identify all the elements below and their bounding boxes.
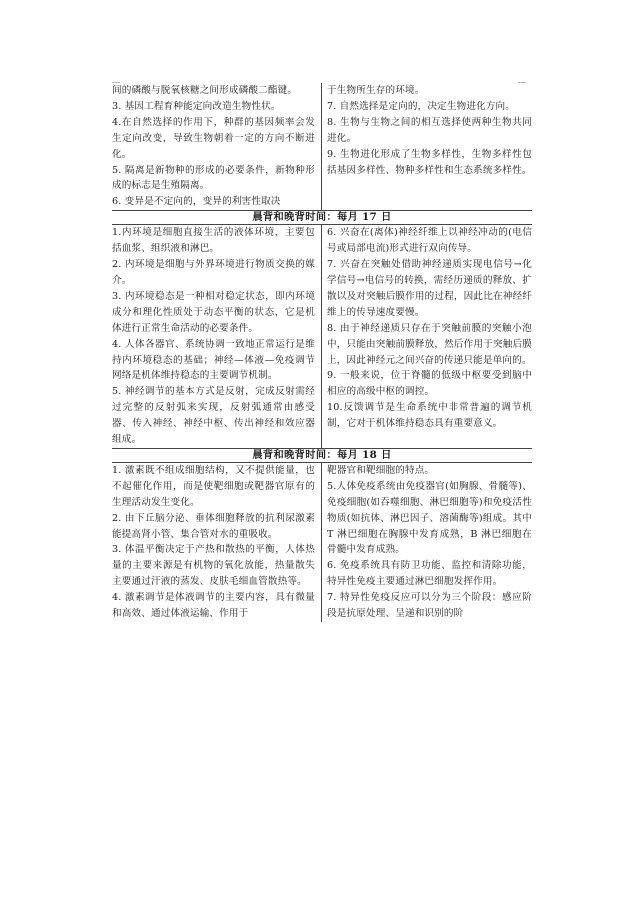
list-item: 2. 由下丘脑分泌、垂体细胞释放的抗利尿激素能提高肾小管、集合管对水的重吸收。 [112, 512, 315, 540]
list-item: 4. 人体各器官、系统协调一致地正常运行是维持内环境稳态的基础；神经—体液—免疫调节网络是机体维持稳态的主要调节机制。 [112, 338, 315, 382]
list-item: 3. 内环境稳态是一种相对稳定状态，即内环境成分和理化性质处于动态平衡的状态，它是机体进行正常生命活动的必要条件。 [112, 290, 315, 334]
list-item: 6. 免疫系统具有防卫功能、监控和清除功能，特异性免疫主要通过淋巴细胞发挥作用。 [327, 560, 532, 588]
section-17-heading: 晨背和晚背时间：每月 17 日 [252, 211, 392, 224]
list-item: 6. 变异是不定向的，变异的利害性取决 [112, 196, 281, 208]
section-18-right-column [322, 463, 532, 622]
section-17-right-column [322, 225, 532, 448]
list-item: 6. 兴奋在(离体)神经纤维上以神经冲动的(电信号或局部电流)形式进行双向传导。 [327, 227, 532, 255]
list-item: 间的磷酸与脱氧核糖之间形成磷酸二酯键。 [112, 85, 298, 96]
section-18 [112, 448, 532, 622]
list-item: 2. 内环境是细胞与外界环境进行物质交换的媒介。 [112, 259, 315, 286]
list-item: 8. 生物与生物之间的相互选择使两种生物共同进化。 [327, 116, 532, 144]
section-previous-left-column [112, 83, 322, 210]
list-item: 8. 由于神经递质只存在于突触前膜的突触小泡中，只能由突触前膜释放，然后作用于突触后膜上，因此神经元之间兴奋的传递只能是单向的。 [327, 322, 532, 366]
list-item: 5.人体免疫系统由免疫器官(如胸腺、骨髓等)、免疫细胞(如吞噬细胞、淋巴细胞等)和免疫活性物质(如抗体、淋巴因子、溶菌酶等)组成。其中 T 淋巴细胞在胸腺中发育成熟，B 淋巴细胞在骨髓中发育成熟。 [327, 480, 532, 556]
list-item: 1. 激素既不组成细胞结构，又不提供能量，也不起催化作用，而是使靶细胞或靶器官原有的生理活动发生变化。 [112, 464, 315, 508]
list-item: 5. 神经调节的基本方式是反射，完成反射需经过完整的反射弧来实现，反射弧通常由感受器、传入神经、神经中枢、传出神经和效应器组成。 [112, 386, 315, 446]
section-previous [112, 83, 532, 210]
list-item: 5. 隔离是新物种的形成的必要条件，新物种形成的标志是生殖隔离。 [112, 164, 315, 192]
list-item: 4. 激素调节是体液调节的主要内容，具有微量和高效、通过体液运输、作用于 [112, 592, 315, 620]
section-17 [112, 210, 532, 448]
list-item: 7. 自然选择是定向的，决定生物进化方向。 [327, 100, 516, 112]
study-sheet [112, 83, 532, 622]
list-item: 1.内环境是细胞直接生活的液体环境，主要包括血浆、组织液和淋巴。 [112, 227, 315, 255]
list-item: 7. 兴奋在突触处借助神经递质实现电信号→化学信号→电信号的转换，需经历递质的释放、扩散以及对突触后膜作用的过程，因此比在神经纤维上的传导速度要慢。 [327, 259, 532, 318]
list-item: 9. 生物进化形成了生物多样性，生物多样性包括基因多样性、物种多样性和生态系统多样性。 [327, 148, 532, 176]
list-item: 3. 基因工程育种能定向改造生物性状。 [112, 100, 281, 112]
list-item: 9. 一般来说，位于脊髓的低级中枢要受到脑中相应的高级中枢的调控。 [327, 370, 532, 398]
section-18-left-column [112, 463, 322, 622]
section-18-heading: 晨背和晚背时间：每月 18 日 [252, 448, 392, 461]
list-item: 7. 特异性免疫反应可以分为三个阶段：感应阶段是抗原处理、呈递和识别的阶 [327, 592, 532, 620]
list-item: 10.反馈调节是生命系统中非常普遍的调节机制，它对于机体维持稳态具有重要意义。 [327, 402, 532, 430]
list-item: 靶器官和靶细胞的特点。 [327, 464, 435, 476]
list-item: 4.在自然选择的作用下，种群的基因频率会发生定向改变，导致生物朝着一定的方向不断进化。 [112, 116, 315, 160]
section-17-left-column [112, 225, 322, 448]
section-previous-right-column [322, 83, 532, 210]
list-item: 3. 体温平衡决定于产热和散热的平衡，人体热量的主要来源是有机物的氧化放能，热量散失主要通过汗液的蒸发、皮肤毛细血管散热等。 [112, 544, 315, 588]
list-item: 于生物所生存的环境。 [327, 85, 425, 96]
